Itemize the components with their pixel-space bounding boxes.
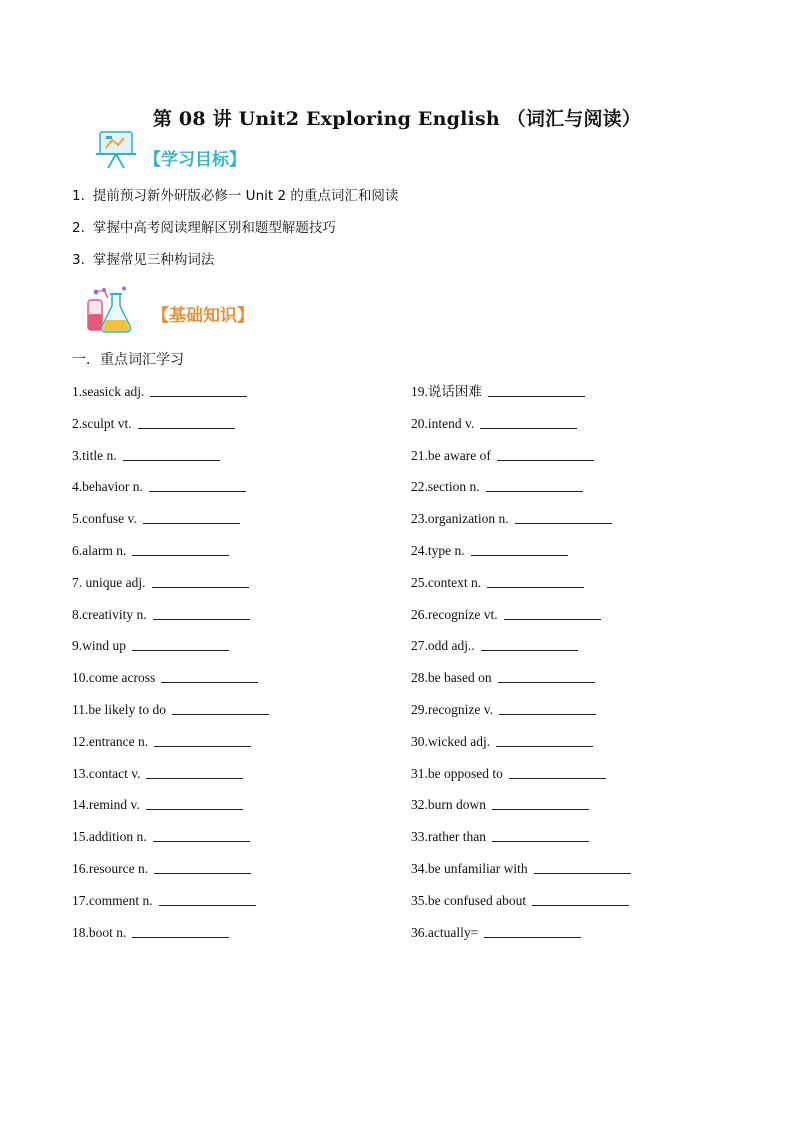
vocab-item: [411, 859, 631, 891]
vocab-term: 23.organization n.: [411, 511, 509, 527]
vocab-term: 34.be unfamiliar with: [411, 860, 528, 876]
vocab-item: [411, 446, 631, 478]
vocab-term: 4.behavior n.: [72, 479, 143, 495]
vocab-term: 6.alarm n.: [72, 542, 127, 558]
goal-number: 1.: [72, 188, 85, 204]
vocab-item: [72, 795, 269, 827]
vocab-term: 17.comment n.: [72, 892, 153, 908]
vocab-item: [411, 414, 631, 446]
chemistry-flask-icon: [84, 286, 134, 334]
vocab-item: [72, 923, 269, 955]
vocab-term: 28.be based on: [411, 670, 492, 686]
answer-blank[interactable]: [484, 923, 581, 938]
vocab-item: [72, 668, 269, 700]
vocab-item: [72, 891, 269, 923]
basic-knowledge-label: 【基础知识】: [152, 305, 254, 326]
vocab-term: 10.come across: [72, 670, 156, 686]
goal-text: 掌握常见三种构词法: [92, 252, 215, 268]
vocab-item: [72, 414, 269, 446]
vocab-section-heading: 一．重点词汇学习: [72, 352, 184, 368]
answer-blank[interactable]: [146, 795, 243, 810]
goal-text: 提前预习新外研版必修一 Unit 2 的重点词汇和阅读: [92, 188, 399, 204]
vocab-term: 13.contact v.: [72, 765, 141, 781]
vocab-term: 33.rather than: [411, 829, 486, 845]
vocab-term: 30.wicked adj.: [411, 733, 491, 749]
vocab-item: [411, 700, 631, 732]
vocab-term: 15.addition n.: [72, 829, 147, 845]
answer-blank[interactable]: [497, 446, 594, 461]
vocab-item: [72, 573, 269, 605]
answer-blank[interactable]: [480, 414, 577, 429]
goals-list: [72, 185, 398, 281]
answer-blank[interactable]: [153, 605, 250, 620]
vocab-term: 16.resource n.: [72, 860, 149, 876]
answer-blank[interactable]: [481, 636, 578, 651]
answer-blank[interactable]: [143, 509, 240, 524]
vocab-item: [411, 795, 631, 827]
answer-blank[interactable]: [498, 668, 595, 683]
presentation-board-icon: [94, 130, 138, 170]
answer-blank[interactable]: [123, 446, 220, 461]
vocab-item: [411, 636, 631, 668]
vocab-item: [72, 827, 269, 859]
vocab-item: [411, 923, 631, 955]
answer-blank[interactable]: [154, 859, 251, 874]
learning-goals-label: 【学习目标】: [144, 149, 246, 170]
vocab-term: 19.说话困难: [411, 384, 482, 399]
answer-blank[interactable]: [504, 605, 601, 620]
vocab-item: [411, 477, 631, 509]
answer-blank[interactable]: [496, 732, 593, 747]
basic-knowledge-header: [84, 286, 254, 334]
vocab-term: 32.burn down: [411, 797, 486, 813]
answer-blank[interactable]: [492, 795, 589, 810]
vocab-term: 11.be likely to do: [72, 701, 166, 717]
answer-blank[interactable]: [146, 764, 243, 779]
vocab-item: [411, 541, 631, 573]
vocab-item: [72, 636, 269, 668]
vocab-term: 3.title n.: [72, 447, 117, 463]
vocab-item: [411, 382, 631, 414]
answer-blank[interactable]: [492, 827, 589, 842]
vocab-item: [72, 509, 269, 541]
vocab-term: 24.type n.: [411, 542, 465, 558]
vocab-item: [411, 509, 631, 541]
answer-blank[interactable]: [153, 827, 250, 842]
vocab-item: [72, 446, 269, 478]
vocab-term: 35.be confused about: [411, 892, 527, 908]
vocab-item: [411, 891, 631, 923]
answer-blank[interactable]: [534, 859, 631, 874]
vocab-item: [72, 477, 269, 509]
answer-blank[interactable]: [138, 414, 235, 429]
answer-blank[interactable]: [161, 668, 258, 683]
vocab-item: [72, 859, 269, 891]
goal-number: 2.: [72, 220, 85, 236]
answer-blank[interactable]: [150, 382, 247, 397]
vocab-item: [72, 700, 269, 732]
vocab-column-left: [72, 382, 269, 954]
vocab-item: [72, 605, 269, 637]
vocab-item: [72, 382, 269, 414]
goal-text: 掌握中高考阅读理解区别和题型解题技巧: [92, 220, 336, 236]
vocab-term: 36.actually=: [411, 924, 479, 940]
vocab-term: 9.wind up: [72, 638, 126, 654]
vocab-item: [411, 668, 631, 700]
answer-blank[interactable]: [159, 891, 256, 906]
answer-blank[interactable]: [509, 764, 606, 779]
vocab-item: [72, 764, 269, 796]
vocab-term: 31.be opposed to: [411, 765, 503, 781]
answer-blank[interactable]: [154, 732, 251, 747]
answer-blank[interactable]: [132, 541, 229, 556]
vocab-term: 25.context n.: [411, 574, 482, 590]
answer-blank[interactable]: [486, 477, 583, 492]
answer-blank[interactable]: [471, 541, 568, 556]
answer-blank[interactable]: [132, 923, 229, 938]
vocab-term: 7. unique adj.: [72, 574, 146, 590]
vocab-item: [411, 732, 631, 764]
vocab-term: 29.recognize v.: [411, 701, 493, 717]
goal-item: [72, 249, 398, 281]
vocab-term: 26.recognize vt.: [411, 606, 498, 622]
answer-blank[interactable]: [149, 477, 246, 492]
vocab-term: 27.odd adj..: [411, 638, 475, 654]
learning-goals-header: [94, 130, 246, 170]
vocab-term: 21.be aware of: [411, 447, 491, 463]
answer-blank[interactable]: [515, 509, 612, 524]
answer-blank[interactable]: [172, 700, 269, 715]
answer-blank[interactable]: [487, 573, 584, 588]
vocab-term: 2.sculpt vt.: [72, 415, 132, 431]
vocab-term: 22.section n.: [411, 479, 480, 495]
vocab-item: [411, 827, 631, 859]
vocab-item: [411, 764, 631, 796]
answer-blank[interactable]: [132, 636, 229, 651]
vocab-term: 8.creativity n.: [72, 606, 147, 622]
answer-blank[interactable]: [488, 382, 585, 397]
answer-blank[interactable]: [499, 700, 596, 715]
vocab-item: [72, 541, 269, 573]
goal-item: [72, 185, 398, 217]
page-title: 第 08 讲 Unit2 Exploring English （词汇与阅读）: [152, 108, 642, 130]
vocab-item: [72, 732, 269, 764]
vocab-term: 1.seasick adj.: [72, 384, 145, 399]
vocab-item: [411, 605, 631, 637]
vocab-term: 12.entrance n.: [72, 733, 149, 749]
vocab-term: 20.intend v.: [411, 415, 475, 431]
vocab-term: 18.boot n.: [72, 924, 127, 940]
answer-blank[interactable]: [532, 891, 629, 906]
goal-number: 3.: [72, 252, 85, 268]
goal-item: [72, 217, 398, 249]
vocab-column-right: [411, 382, 631, 954]
vocab-item: [411, 573, 631, 605]
vocab-term: 5.confuse v.: [72, 511, 137, 527]
vocab-term: 14.remind v.: [72, 797, 140, 813]
answer-blank[interactable]: [152, 573, 249, 588]
